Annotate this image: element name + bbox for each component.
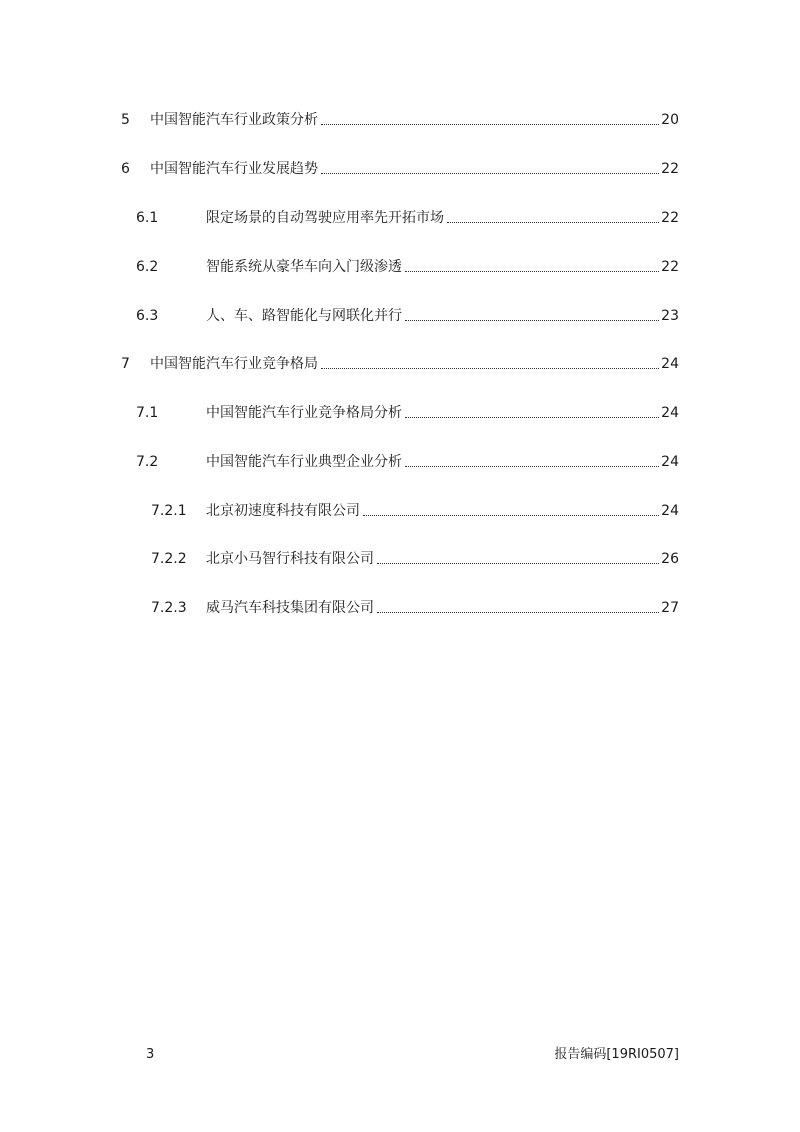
toc-entry-number: 6.2: [136, 259, 159, 275]
toc-entry-7-2-1[interactable]: [151, 498, 679, 520]
toc-entry-7-1[interactable]: [136, 400, 679, 422]
toc-entry-number: 7: [121, 356, 130, 372]
toc-entry-number: 7.2.1: [151, 503, 187, 519]
toc-entry-title: 中国智能汽车行业发展趋势: [150, 161, 318, 177]
toc-entry-title: 威马汽车科技集团有限公司: [206, 600, 374, 616]
toc-entry-page: 24: [661, 405, 679, 421]
toc-entry-6-2[interactable]: [136, 254, 679, 276]
toc-dot-leader: [377, 611, 659, 613]
toc-entry-number: 6.3: [136, 308, 159, 324]
toc-entry-title: 中国智能汽车行业政策分析: [150, 112, 318, 128]
toc-entry-6-3[interactable]: [136, 303, 679, 325]
toc-dot-leader: [405, 270, 659, 272]
toc-entry-page: 26: [661, 551, 679, 567]
toc-entry-number: 6: [121, 161, 130, 177]
toc-entry-7-2-2[interactable]: [151, 546, 679, 568]
toc-entry-title: 北京初速度科技有限公司: [206, 503, 360, 519]
toc-entry-number: 7.1: [136, 405, 159, 421]
toc-entry-7-2[interactable]: [136, 449, 679, 471]
toc-entry-page: 22: [661, 161, 679, 177]
toc-entry-number: 7.2.2: [151, 551, 187, 567]
toc-entry-page: 22: [661, 259, 679, 275]
toc-dot-leader: [405, 465, 659, 467]
toc-entry-6[interactable]: [121, 156, 679, 178]
toc-entry-page: 23: [661, 308, 679, 324]
toc-dot-leader: [321, 123, 659, 125]
toc-entry-number: 7.2.3: [151, 600, 187, 616]
toc-dot-leader: [321, 367, 659, 369]
toc-entry-title: 限定场景的自动驾驶应用率先开拓市场: [206, 210, 444, 226]
toc-entry-page: 22: [661, 210, 679, 226]
toc-entry-title: 北京小马智行科技有限公司: [206, 551, 374, 567]
toc-entry-page: 24: [661, 356, 679, 372]
toc-entry-7[interactable]: [121, 351, 679, 373]
toc-entry-number: 7.2: [136, 454, 159, 470]
toc-dot-leader: [363, 514, 659, 516]
toc-entry-page: 24: [661, 454, 679, 470]
toc-entry-7-2-3[interactable]: [151, 595, 679, 617]
toc-entry-title: 智能系统从豪华车向入门级渗透: [206, 259, 402, 275]
toc-entry-title: 中国智能汽车行业竞争格局分析: [206, 405, 402, 421]
toc-entry-page: 20: [661, 112, 679, 128]
toc-entry-6-1[interactable]: [136, 205, 679, 227]
footer-report-code: 报告编码[19RI0507]: [554, 1047, 679, 1062]
toc-entry-number: 5: [121, 112, 130, 128]
toc-dot-leader: [405, 319, 659, 321]
toc-entry-number: 6.1: [136, 210, 159, 226]
toc-entry-title: 人、车、路智能化与网联化并行: [206, 308, 402, 324]
toc-entry-title: 中国智能汽车行业竞争格局: [150, 356, 318, 372]
toc-dot-leader: [447, 221, 659, 223]
toc-entry-5[interactable]: [121, 107, 679, 129]
toc-entry-page: 24: [661, 503, 679, 519]
toc-dot-leader: [321, 172, 659, 174]
footer-page-number: 3: [146, 1047, 155, 1062]
toc-dot-leader: [377, 562, 659, 564]
toc-entry-title: 中国智能汽车行业典型企业分析: [206, 454, 402, 470]
toc-entry-page: 27: [661, 600, 679, 616]
toc-dot-leader: [405, 416, 659, 418]
